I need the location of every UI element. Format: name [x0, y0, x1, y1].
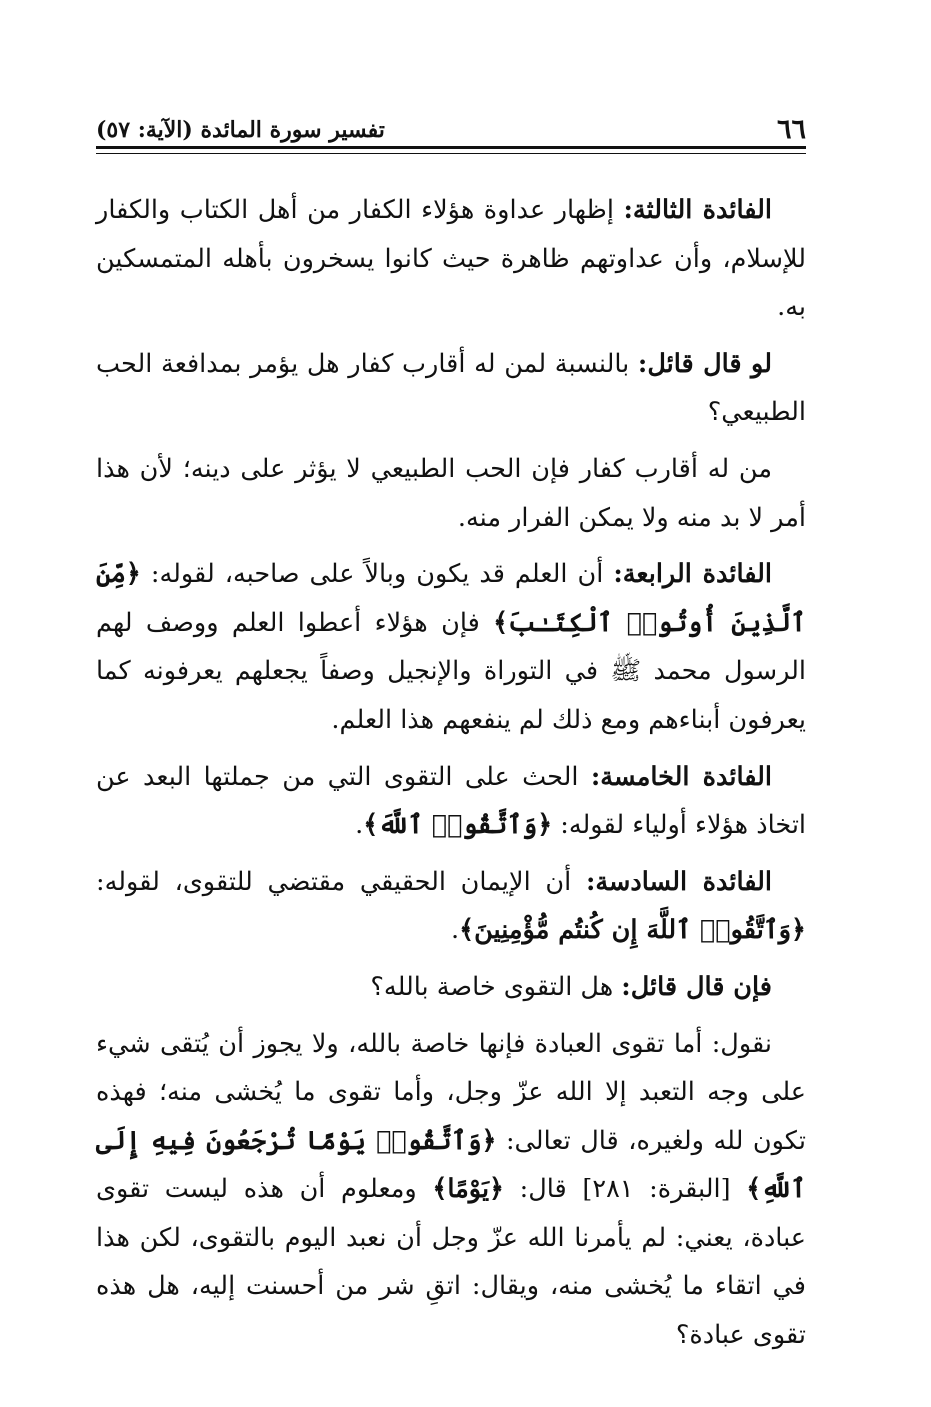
- paragraph-text: من له أقارب كفار فإن الحب الطبيعي لا يؤثر على دينه؛ لأن هذا أمر لا بد منه ولا يمكن الفرار منه.: [96, 453, 806, 533]
- paragraph-heading: الفائدة السادسة:: [585, 866, 773, 897]
- running-title: تفسير سورة المائدة (الآية: ٥٧): [96, 117, 385, 143]
- quran-quote: ﴿يَوْمًا﴾: [432, 1174, 504, 1205]
- header-rule-thick: [96, 146, 806, 149]
- page-header: [96, 112, 806, 148]
- paragraph-benefit-four: [96, 550, 806, 744]
- quran-quote: ﴿مِّنَ ٱلَّذِينَ أُوتُوا۟ ٱلْكِتَـٰبَ﴾: [96, 559, 806, 638]
- paragraph-text: بالنسبة لمن له أقارب كفار هل يؤمر بمدافعة الحب الطبيعي؟: [96, 348, 806, 428]
- paragraph-text: فإن هؤلاء أعطوا العلم ووصف لهم الرسول محمد ﷺ في التوراة والإنجيل وصفاً يجعلهم يعرفونه كما يعرفون أبناءهم ومع ذلك لم ينفعهم هذا العلم.: [96, 607, 806, 735]
- paragraph-text: إظهار عداوة هؤلاء الكفار من أهل الكتاب والكفار للإسلام، وأن عداوتهم ظاهرة حيث كانوا يسخرون بأهله المتمسكين به.: [96, 195, 806, 323]
- paragraph-text: .: [355, 810, 364, 841]
- paragraph-heading: الفائدة الثالثة:: [623, 195, 772, 225]
- page-number: ٦٦: [776, 114, 806, 145]
- paragraph-benefit-three: [96, 186, 806, 332]
- paragraph-text: [البقرة: ٢٨١] قال:: [504, 1174, 747, 1205]
- paragraph-text: هل التقوى خاصة بالله؟: [370, 971, 622, 1002]
- paragraph-text: ومعلوم أن هذه ليست تقوى عبادة، يعني: لم يأمرنا الله عزّ وجل أن نعبد اليوم بالتقوى، لكن هذا في اتقاء ما يُخشى منه، ويقال: اتقِ شر من أحسنت إليه، هل هذه تقوى عبادة؟: [96, 1174, 806, 1351]
- paragraph-heading: الفائدة الخامسة:: [590, 761, 772, 792]
- paragraph-text: نقول: أما تقوى العبادة فإنها خاصة بالله، ولا يجوز أن يُتقى شيء على وجه التعبد إلا الله عزّ وجل، وأما تقوى ما يُخشى منه؛ فهذه تكون لله ولغيره، قال تعالى:: [96, 1028, 806, 1156]
- paragraph-heading: فإن قال قائل:: [621, 971, 772, 1002]
- quran-quote: ﴿وَٱتَّقُوا۟ ٱللَّهَ إِن كُنتُم مُّؤْمِنِينَ﴾: [459, 915, 806, 946]
- paragraph-answer-relatives: [96, 445, 806, 542]
- paragraph-heading: لو قال قائل:: [637, 348, 772, 379]
- header-rule-thin: [96, 153, 806, 154]
- paragraph-heading: الفائدة الرابعة:: [613, 559, 772, 590]
- paragraph-question-relatives: [96, 340, 806, 437]
- page-body: [96, 186, 806, 1368]
- paragraph-answer-taqwa: [96, 1020, 806, 1360]
- paragraph-benefit-five: [96, 753, 806, 850]
- paragraph-text: .: [451, 915, 460, 946]
- quran-quote: ﴿وَٱتَّقُوا۟ يَوْمًا تُرْجَعُونَ فِيهِ إِلَى ٱللَّهِ﴾: [96, 1125, 806, 1205]
- paragraph-text: أن الإيمان الحقيقي مقتضي للتقوى، لقوله:: [96, 866, 586, 897]
- quran-quote: ﴿وَٱتَّقُوا۟ ٱللَّهَ﴾: [363, 810, 553, 841]
- paragraph-text: الحث على التقوى التي من جملتها البعد عن اتخاذ هؤلاء أولياء لقوله:: [96, 761, 806, 841]
- paragraph-text: أن العلم قد يكون وبالاً على صاحبه، لقوله:: [140, 559, 614, 590]
- paragraph-question-taqwa: [96, 963, 806, 1012]
- paragraph-benefit-six: [96, 858, 806, 955]
